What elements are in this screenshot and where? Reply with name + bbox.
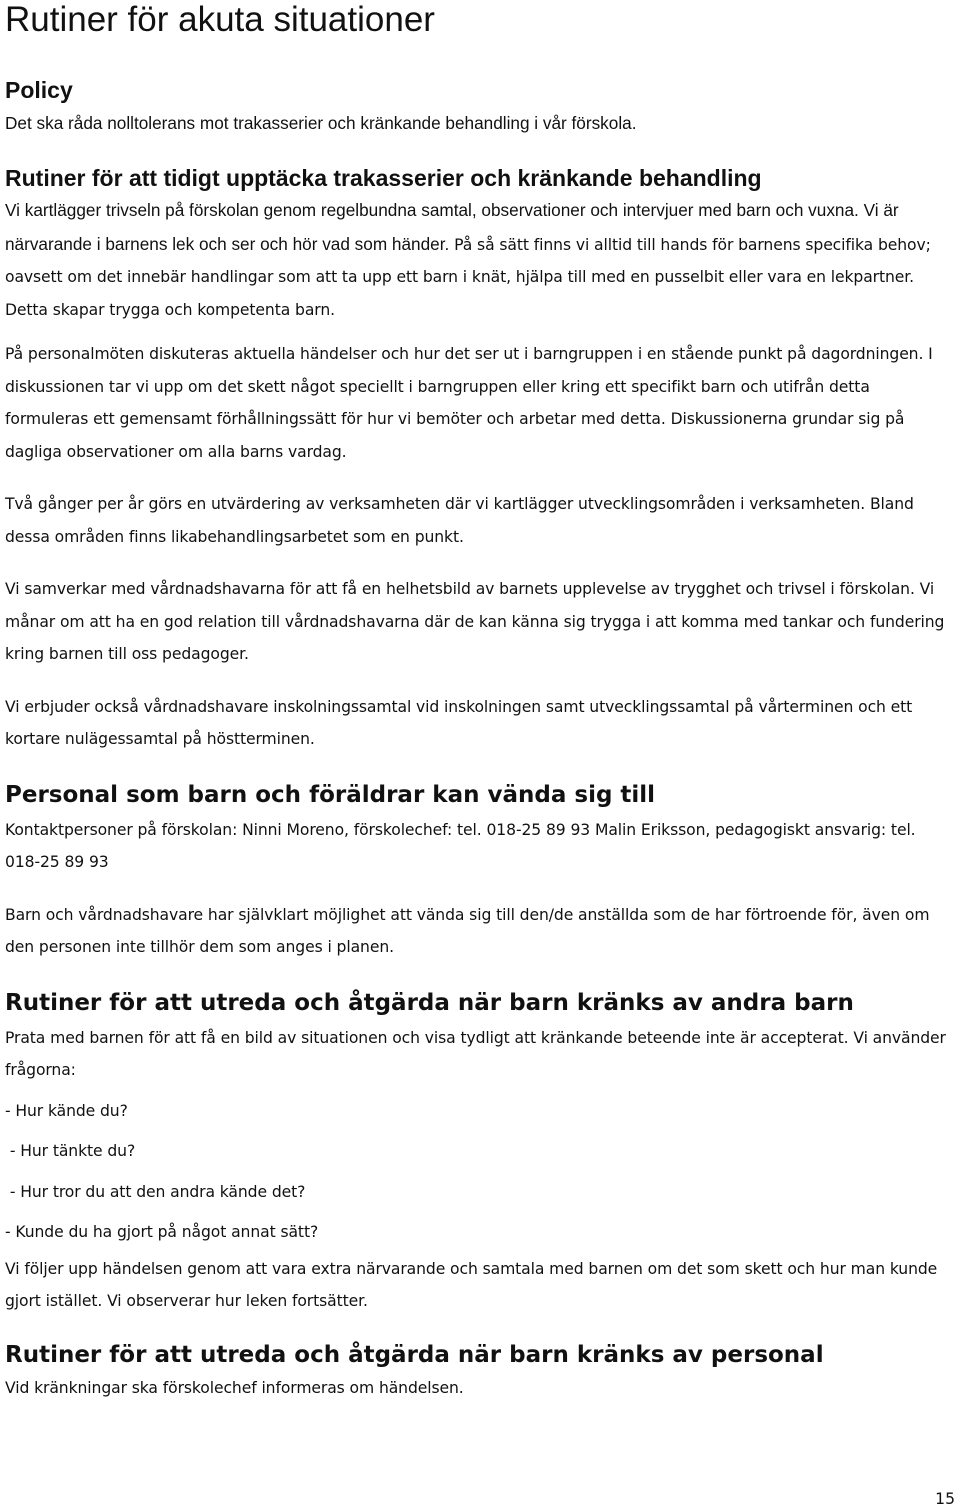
staff-paragraph-2: Barn och vårdnadshavare har självklart möjlighet att vända sig till den/de anställda som de har förtroende för, även om den personen inte tillhör dem som anges i planen. xyxy=(5,905,930,956)
children-offended-paragraph-1: Prata med barnen för att få en bild av situationen och visa tydligt att kränkande beteende inte är accepterat. Vi använder frågorna: xyxy=(5,1028,946,1079)
page-title: Rutiner för akuta situationer xyxy=(5,0,435,39)
early-detection-paragraph-5: Vi erbjuder också vårdnadshavare inskolningssamtal vid inskolningen samt utvecklingssamtal på vårterminen och ett kortare nulägessamtal på höstterminen. xyxy=(5,697,913,748)
staff-offended-paragraph-1: Vid kränkningar ska förskolechef informeras om händelsen. xyxy=(5,1378,464,1397)
staff-heading: Personal som barn och föräldrar kan vända sig till xyxy=(5,781,656,808)
early-detection-heading: Rutiner för att tidigt upptäcka trakasserier och kränkande behandling xyxy=(5,165,762,191)
early-detection-paragraph-3: Två gånger per år görs en utvärdering av verksamheten där vi kartlägger utvecklingsområden i verksamheten. Bland dessa områden finns likabehandlingsarbetet som en punkt. xyxy=(5,495,914,546)
children-offended-paragraph-2: Vi följer upp händelsen genom att vara extra närvarande och samtala med barnen om det som skett och hur man kunde gjort istället. Vi observerar hur leken fortsätter. xyxy=(5,1259,938,1310)
early-detection-paragraph-2: På personalmöten diskuteras aktuella händelser och hur det ser ut i barngruppen i en stående punkt på dagordningen. I diskussionen tar vi upp om det skett något speciellt i barngruppen eller kring ett specifikt barn och utifrån detta formuleras ett gemensamt förhållningssätt för hur vi bemöter och arbetar med detta. Diskussionerna grundar sig på dagliga observationer om alla barns vardag. xyxy=(5,345,933,461)
early-detection-paragraph-4: Vi samverkar med vårdnadshavarna för att få en helhetsbild av barnets upplevelse av trygghet och trivsel i förskolan. Vi månar om att ha en god relation till vårdnadshavarna där de kan känna sig trygga i att komma med tankar och fundering kring barnen till oss pedagoger. xyxy=(5,580,945,663)
early-detection-paragraph-1 xyxy=(5,194,955,326)
policy-text: Det ska råda nolltolerans mot trakasserier och kränkande behandling i vår förskola. xyxy=(5,113,637,133)
policy-heading: Policy xyxy=(5,77,73,103)
staff-paragraph-1: Kontaktpersoner på förskolan: Ninni Moreno, förskolechef: tel. 018-25 89 93 Malin Eriksson, pedagogiskt ansvarig: tel. 018-25 89 93 xyxy=(5,820,916,871)
staff-offended-heading: Rutiner för att utreda och åtgärda när barn kränks av personal xyxy=(5,1341,824,1368)
question-item: - Hur tror du att den andra kände det? xyxy=(5,1182,306,1201)
early-detection-paragraph-1-part-1: Vi kartlägger trivseln på förskolan genom regelbundna samtal, observationer och intervjuer med barn och vuxna. Vi är närvarande i barnens lek och ser och hör vad som händer. xyxy=(5,200,899,254)
document-page xyxy=(5,0,955,1404)
children-offended-heading: Rutiner för att utreda och åtgärda när barn kränks av andra barn xyxy=(5,989,854,1016)
question-item: - Hur kände du? xyxy=(5,1101,128,1120)
page-number: 15 xyxy=(935,1490,955,1508)
question-item: - Hur tänkte du? xyxy=(5,1142,136,1160)
question-item: - Kunde du ha gjort på något annat sätt? xyxy=(5,1223,319,1241)
early-detection-paragraph-1-part-2: På så sätt finns vi alltid till hands för barnens specifika behov; oavsett om det innebär handlingar som att ta upp ett barn i knät, hjälpa till med en pusselbit eller vara en lekpartner. Detta skapar trygga och kompetenta barn. xyxy=(5,235,931,319)
